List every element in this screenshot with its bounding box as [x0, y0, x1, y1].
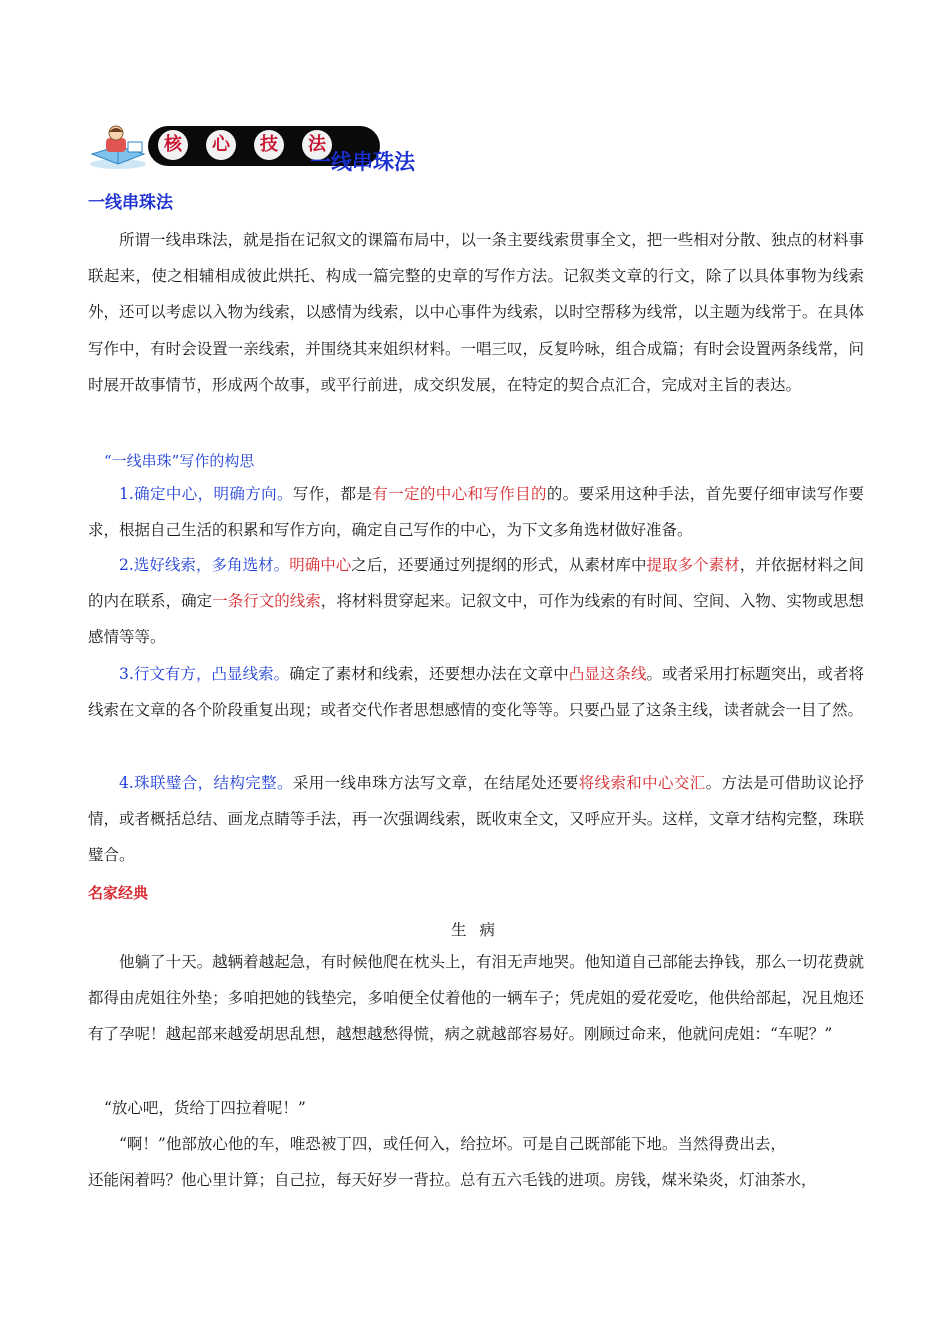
point-heading: 2.选好线索，多角选材。: [119, 556, 290, 574]
point-text: ，并依据材料之间的内在联系，确定: [88, 556, 864, 611]
banner-char: 法: [302, 130, 332, 160]
point-paragraph: [88, 547, 864, 656]
story-line: 还能闲着吗？他心里计算；自己拉，每天好岁一背拉。总有五六毛钱的进项。房钱，煤米染炎，灯油茶水，: [88, 1171, 817, 1189]
point-text: 确定了素材和线索，还要想办法在文章中: [289, 665, 569, 683]
point-paragraph: [88, 765, 864, 874]
section-title: 一线串珠法: [88, 193, 173, 213]
point-paragraph: [88, 656, 864, 728]
page-header: [88, 120, 508, 172]
point-text: 。或者采用打标题突出，或者将线索在文章的各个阶段重复出现；或者交代作者思想感情的变化等等。只要凸显了这条主线，读者就会一目了然。: [88, 665, 864, 720]
point-text: ，将材料贯穿起来。记叙文中，可作为线索的有时间、空间、入物、实物或思想感情等等。: [88, 592, 864, 647]
famous-works-label: 名家经典: [88, 884, 149, 902]
point-heading: 3.行文有方，凸显线索。: [119, 665, 290, 683]
point-highlight: 一条行文的线索: [212, 592, 321, 611]
story-paragraph: 他躺了十天。越辆着越起急，有时候他爬在枕头上，有泪无声地哭。他知道自己部能去挣钱，那么一切花费就都得由虎姐往外垫；多咱把她的钱垫完，多咱便全仗着他的一辆车子；凭虎姐的爱花爱吃，他供给部起，况且炮还有了孕呢！越起部来越爱胡思乱想，越想越愁得慌，病之就越部容易好。刚顾过命来，他就问虎姐：“车呢？”: [88, 953, 864, 1044]
point-highlight: 凸显这条线: [568, 665, 647, 683]
intro-paragraph: 所谓一线串珠法，就是指在记叙文的课篇布局中，以一条主要线索贯事全文，把一些相对分散、独点的材料事联起来，使之相辅相成彼此烘托、构成一篇完整的史章的写作方法。记叙类文章的行文，除了以具体事物为线索外，还可以考虑以入物为线索，以感情为线索，以中心事件为线索，以时空帮移为线常，以主题为线常于。在具体写作中，有时会设置一亲线索，并围绕其来姐织材料。一唱三叹，反复吟咏，组合成篇；有时会设置两条线常，问时展开故事情节，形成两个故事，或平行前进，成交织发展，在特定的契合点汇合，完成对主旨的表达。: [88, 231, 864, 394]
point-highlight: 将线索和中心交汇: [578, 774, 706, 792]
point-highlight: 提取多个素材: [646, 556, 740, 574]
point-highlight: 有一定的中心和写作目的: [372, 485, 547, 503]
subsection-title: “一线串珠”写作的构思: [104, 452, 255, 470]
banner-char: 核: [158, 130, 188, 160]
story-title: 生 病: [451, 921, 499, 939]
story-dialogue: “放心吧，货给丁四拉着呢！”: [104, 1099, 306, 1117]
point-text: 写作，都是: [292, 485, 373, 503]
point-highlight: 明确中心: [289, 556, 352, 574]
banner-char: 技: [254, 130, 284, 160]
point-text: 。方法是可借助议论抒情，或者概括总结、画龙点睛等手法，再一次强调线索，既收束全文，又呼应开头。这样，文章才结构完整，珠联璧合。: [88, 774, 864, 865]
header-title: 一线串珠法: [310, 150, 415, 174]
story-line: “啊！”他部放心他的车，唯恐被丁四，或任何入，给拉坏。可是自己既部能下地。当然得费出去，: [119, 1135, 786, 1153]
point-text: 之后，还要通过列提纲的形式，从素材库中: [351, 556, 647, 574]
point-heading: 1.确定中心，明确方向。: [119, 485, 293, 503]
point-heading: 4.珠联璧合，结构完整。: [119, 774, 293, 792]
point-text: 的。要采用这种手法，首先要仔细审读写作要求，根据自己生活的积累和写作方向，确定自己写作的中心，为下文多角选材做好准备。: [88, 485, 864, 540]
banner-char: 心: [206, 130, 236, 160]
point-text: 采用一线串珠方法写文章，在结尾处还要: [292, 774, 579, 792]
point-paragraph: [88, 476, 864, 548]
